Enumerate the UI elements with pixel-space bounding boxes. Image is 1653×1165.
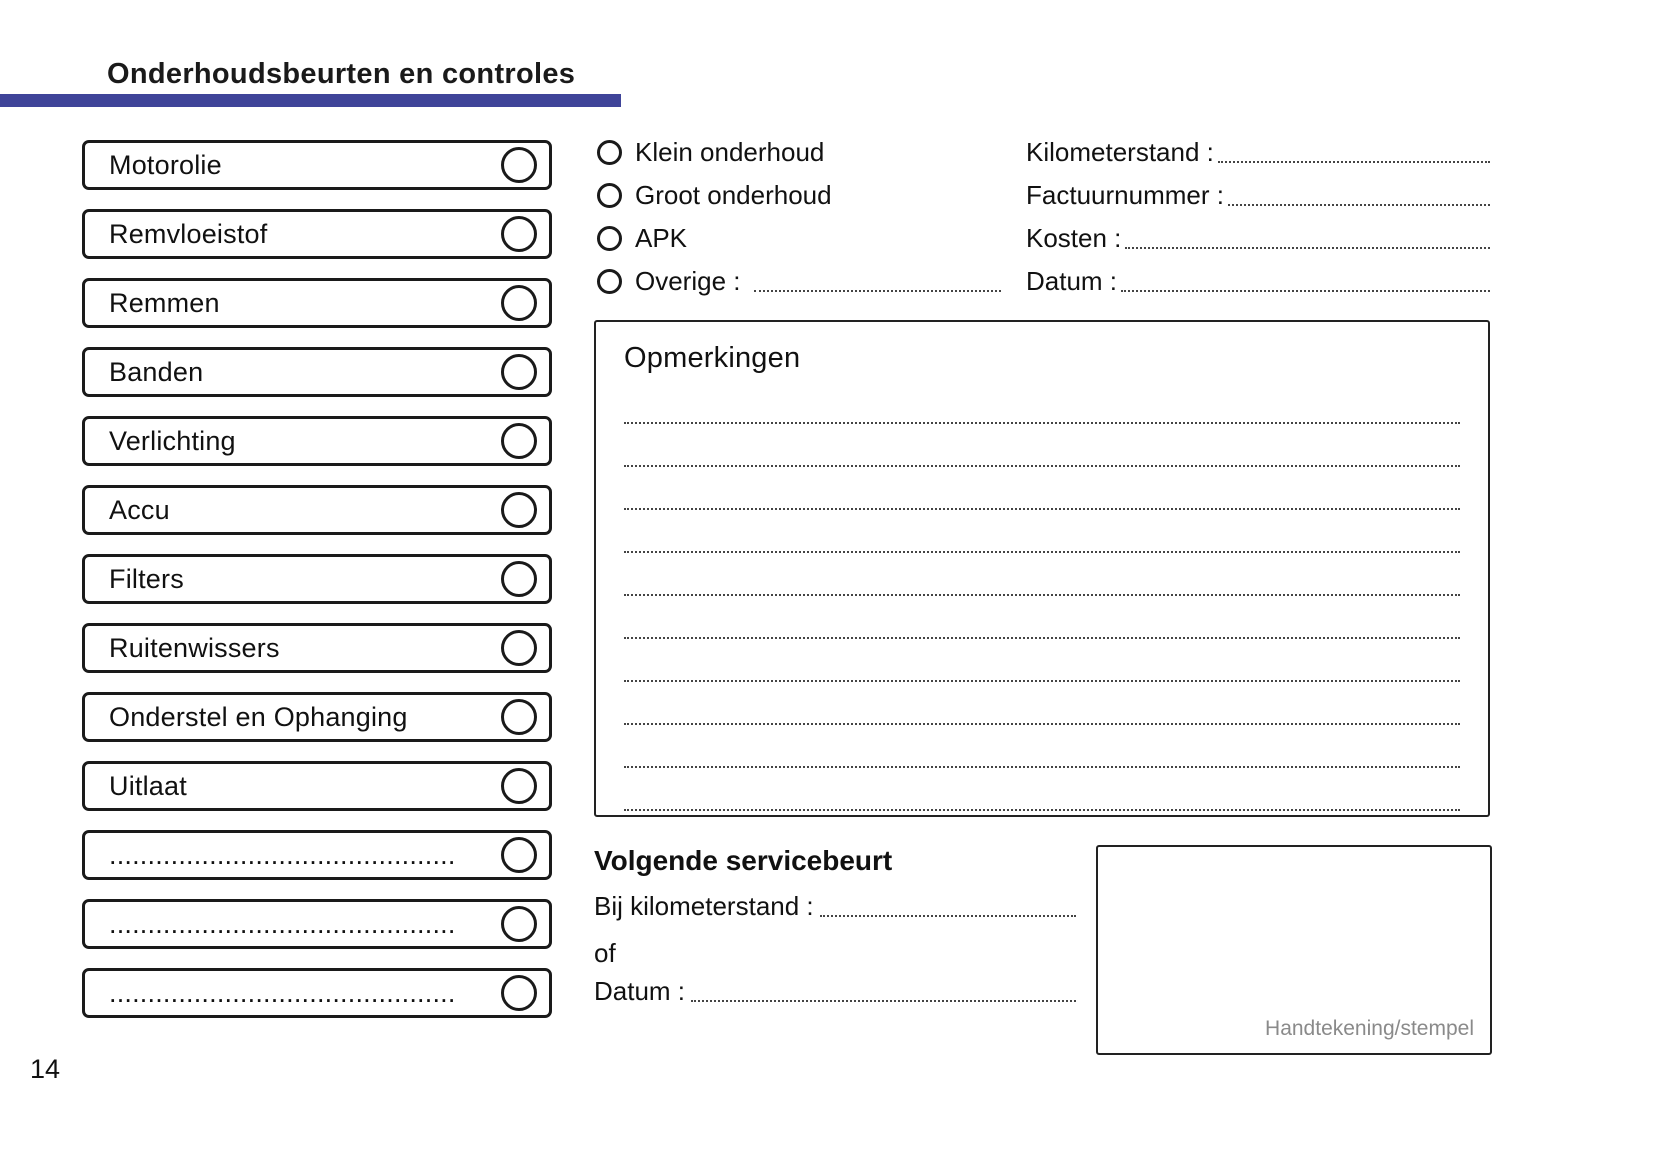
checklist-item-blank-label[interactable]: ............................................. <box>109 977 456 1008</box>
option-label: Overige : <box>635 266 741 296</box>
field-kosten <box>1026 222 1490 255</box>
signature-label: Handtekening/stempel <box>1265 1017 1474 1040</box>
page-title: Onderhoudsbeurten en controles <box>107 58 576 90</box>
signature-box[interactable] <box>1096 845 1492 1055</box>
maintenance-checklist <box>82 140 552 1018</box>
checklist-item-blank-label[interactable]: ............................................. <box>109 839 456 870</box>
checkbox-circle[interactable] <box>501 423 537 459</box>
next-service-km-row <box>594 890 1076 923</box>
checklist-item-motorolie <box>82 140 552 190</box>
radio-circle[interactable] <box>597 226 622 251</box>
remarks-input-line[interactable] <box>624 510 1460 553</box>
checklist-item-label: Banden <box>109 356 204 387</box>
checkbox-circle[interactable] <box>501 975 537 1011</box>
remarks-box <box>594 320 1490 817</box>
checkbox-circle[interactable] <box>501 699 537 735</box>
next-service-km-input-line[interactable] <box>820 915 1076 917</box>
checklist-item-blank-1 <box>82 830 552 880</box>
checklist-item-blank-label[interactable]: ............................................. <box>109 908 456 939</box>
radio-circle[interactable] <box>597 183 622 208</box>
checklist-item-uitlaat <box>82 761 552 811</box>
remarks-input-line[interactable] <box>624 553 1460 596</box>
checklist-item-remmen <box>82 278 552 328</box>
option-apk <box>597 222 1001 255</box>
title-underline-bar <box>0 94 621 107</box>
remarks-input-line[interactable] <box>624 596 1460 639</box>
radio-circle[interactable] <box>597 269 622 294</box>
checklist-item-label: Remvloeistof <box>109 218 268 249</box>
checklist-item-banden <box>82 347 552 397</box>
checkbox-circle[interactable] <box>501 285 537 321</box>
option-klein-onderhoud <box>597 136 1001 169</box>
checklist-item-label: Verlichting <box>109 425 236 456</box>
checklist-item-remvloeistof <box>82 209 552 259</box>
checklist-item-label: Uitlaat <box>109 770 187 801</box>
next-service-date-row <box>594 975 1076 1008</box>
remarks-input-line[interactable] <box>624 725 1460 768</box>
next-service-or-label: of <box>594 938 616 968</box>
field-label: Kosten : <box>1026 223 1122 253</box>
next-service-date-input-line[interactable] <box>691 1000 1076 1002</box>
field-label: Datum : <box>1026 266 1118 296</box>
option-groot-onderhoud <box>597 179 1001 212</box>
field-datum <box>1026 265 1490 298</box>
page-number: 14 <box>30 1054 61 1084</box>
remarks-input-line[interactable] <box>624 639 1460 682</box>
checklist-item-onderstel-en-ophanging <box>82 692 552 742</box>
radio-circle[interactable] <box>597 140 622 165</box>
checkbox-circle[interactable] <box>501 354 537 390</box>
datum-input-line[interactable] <box>1121 290 1490 292</box>
remarks-title: Opmerkingen <box>624 342 801 374</box>
checklist-item-ruitenwissers <box>82 623 552 673</box>
checklist-item-blank-3 <box>82 968 552 1018</box>
checkbox-circle[interactable] <box>501 561 537 597</box>
next-service-km-label: Bij kilometerstand : <box>594 891 814 921</box>
kosten-input-line[interactable] <box>1125 247 1490 249</box>
remarks-input-line[interactable] <box>624 424 1460 467</box>
option-label: Groot onderhoud <box>635 180 832 210</box>
checklist-item-label: Remmen <box>109 287 220 318</box>
option-label: APK <box>635 223 688 253</box>
option-overige <box>597 265 1001 298</box>
remarks-input-line[interactable] <box>624 682 1460 725</box>
field-kilometerstand <box>1026 136 1490 169</box>
remarks-input-line[interactable] <box>624 381 1460 424</box>
checklist-item-label: Motorolie <box>109 149 222 180</box>
field-label: Factuurnummer : <box>1026 180 1224 210</box>
remarks-input-line[interactable] <box>624 467 1460 510</box>
checklist-item-accu <box>82 485 552 535</box>
checkbox-circle[interactable] <box>501 837 537 873</box>
checklist-item-label: Ruitenwissers <box>109 632 280 663</box>
checklist-item-blank-2 <box>82 899 552 949</box>
checkbox-circle[interactable] <box>501 768 537 804</box>
invoice-fields <box>1026 136 1490 298</box>
field-label: Kilometerstand : <box>1026 137 1214 167</box>
checklist-item-label: Onderstel en Ophanging <box>109 701 408 732</box>
service-type-options <box>597 136 1001 298</box>
checkbox-circle[interactable] <box>501 147 537 183</box>
overige-input-line[interactable] <box>754 290 1002 292</box>
option-label: Klein onderhoud <box>635 137 825 167</box>
factuurnummer-input-line[interactable] <box>1228 204 1490 206</box>
checkbox-circle[interactable] <box>501 216 537 252</box>
checklist-item-filters <box>82 554 552 604</box>
checklist-item-verlichting <box>82 416 552 466</box>
field-factuurnummer <box>1026 179 1490 212</box>
remarks-input-line[interactable] <box>624 768 1460 811</box>
kilometerstand-input-line[interactable] <box>1218 161 1490 163</box>
checkbox-circle[interactable] <box>501 492 537 528</box>
checkbox-circle[interactable] <box>501 630 537 666</box>
next-service-date-label: Datum : <box>594 976 686 1006</box>
checklist-item-label: Accu <box>109 494 170 525</box>
checklist-item-label: Filters <box>109 563 184 594</box>
checkbox-circle[interactable] <box>501 906 537 942</box>
next-service-title: Volgende servicebeurt <box>594 845 893 876</box>
